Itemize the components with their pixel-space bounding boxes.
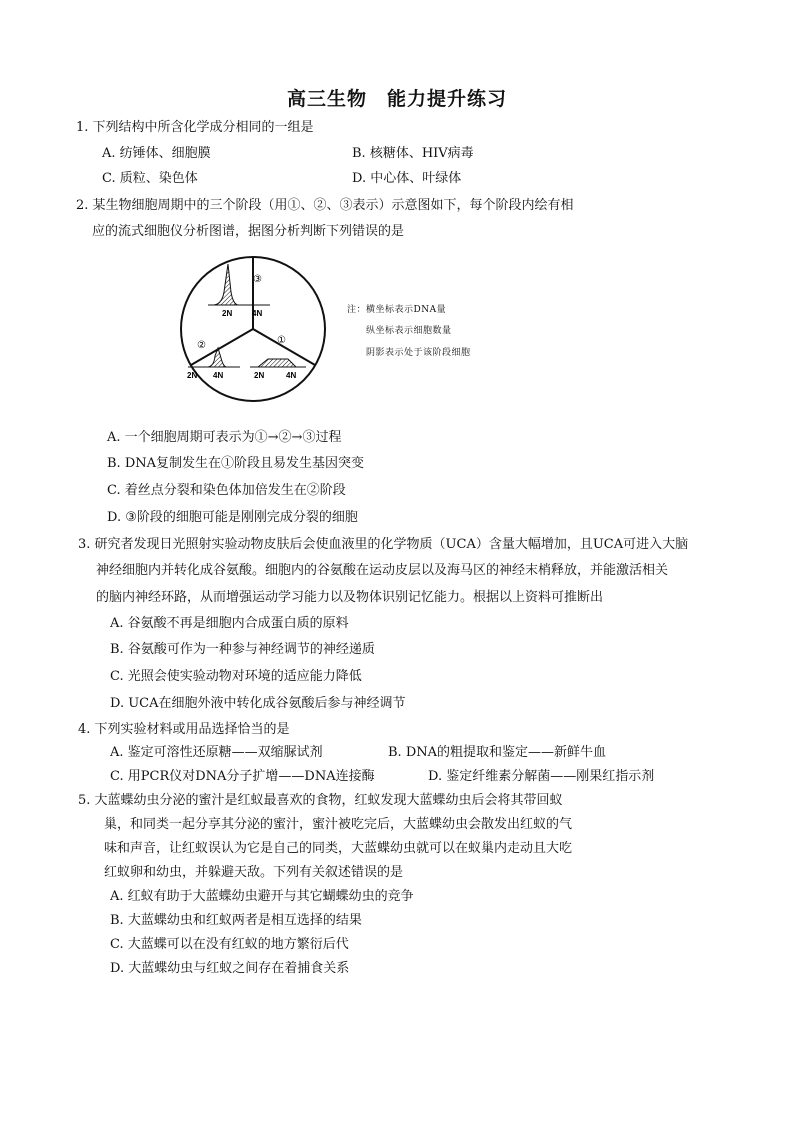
page-title: 高三生物 能力提升练习 (286, 88, 507, 110)
q5-stem-line-3: 味和声音，让红蚁误认为它是自己的同类，大蓝蝶幼虫就可以在蚁巢内走动且大吃 (104, 841, 573, 856)
q2-option-c: C. 着丝点分裂和染色体加倍发生在②阶段 (107, 483, 346, 498)
q4-option-b: B. DNA的粗提取和鉴定——新鲜牛血 (388, 745, 607, 760)
q2-option-a: A. 一个细胞周期可表示为①→②→③过程 (107, 430, 342, 445)
q3-stem-line-2: 神经细胞内并转化成谷氨酸。细胞内的谷氨酸在运动皮层以及海马区的神经末梢释放，并能激活相关 (96, 563, 669, 578)
diagram-note-3: 阴影表示处于该阶段细胞 (366, 348, 471, 358)
diagram-note-2: 纵坐标表示细胞数量 (366, 326, 452, 336)
stage3-axis-4n: 4N (252, 309, 263, 318)
q5-option-a: A. 红蚁有助于大蓝蝶幼虫避开与其它蝴蝶幼虫的竞争 (110, 889, 414, 904)
stage2-axis-2n: 2N (187, 371, 198, 380)
cell-cycle-diagram (178, 250, 328, 408)
q5-option-b: B. 大蓝蝶幼虫和红蚁两者是相互选择的结果 (110, 913, 362, 928)
q3-option-b: B. 谷氨酸可作为一种参与神经调节的神经递质 (110, 642, 375, 657)
q5-option-c: C. 大蓝蝶可以在没有红蚁的地方繁衍后代 (110, 937, 349, 952)
q3-option-c: C. 光照会使实验动物对环境的适应能力降低 (110, 669, 362, 684)
q4-stem: 4. 下列实验材料或用品选择恰当的是 (78, 722, 290, 737)
q1-stem: 1. 下列结构中所含化学成分相同的一组是 (76, 120, 314, 135)
q3-option-a: A. 谷氨酸不再是细胞内合成蛋白质的原料 (110, 616, 349, 631)
q5-stem-line-2: 巢，和同类一起分享其分泌的蜜汁，蜜汁被吃完后，大蓝蝶幼虫会散发出红蚁的气 (104, 817, 573, 832)
stage1-axis-4n: 4N (286, 371, 297, 380)
q1-option-a: A. 纺锤体、细胞膜 (102, 146, 211, 161)
q3-stem-line-3: 的脑内神经环路，从而增强运动学习能力以及物体识别记忆能力。根据以上资料可推断出 (96, 590, 604, 605)
q3-stem-line-1: 3. 研究者发现日光照射实验动物皮肤后会使血液里的化学物质（UCA）含量大幅增加，且UCA可进入大脑 (78, 537, 689, 552)
stage3-label: ③ (253, 274, 262, 285)
diagram-note-1: 注：横坐标表示DNA量 (347, 305, 447, 315)
q3-option-d: D. UCA在细胞外液中转化成谷氨酸后参与神经调节 (110, 696, 406, 711)
stage1-label: ① (277, 335, 286, 346)
stage2-peak (208, 348, 226, 367)
q4-option-d: D. 鉴定纤维素分解菌——刚果红指示剂 (428, 769, 655, 784)
q2-option-d: D. ③阶段的细胞可能是刚刚完成分裂的细胞 (107, 510, 358, 525)
q2-stem-line-1: 2. 某生物细胞周期中的三个阶段（用①、②、③表示）示意图如下，每个阶段内绘有相 (76, 198, 574, 213)
q5-stem-line-4: 红蚁卵和幼虫，并躲避天敌。下列有关叙述错误的是 (104, 865, 404, 880)
q5-stem-line-1: 5. 大蓝蝶幼虫分泌的蜜汁是红蚁最喜欢的食物，红蚁发现大蓝蝶幼虫后会将其带回蚁 (78, 793, 563, 808)
q1-option-b: B. 核糖体、HIV病毒 (352, 146, 474, 161)
stage3-axis-2n: 2N (222, 309, 233, 318)
q1-option-d: D. 中心体、叶绿体 (352, 171, 462, 186)
stage2-axis-4n: 4N (213, 371, 224, 380)
q5-option-d: D. 大蓝蝶幼虫与红蚁之间存在着捕食关系 (110, 961, 350, 976)
stage1-plateau (258, 359, 296, 367)
stage2-label: ② (197, 340, 206, 351)
q4-option-a: A. 鉴定可溶性还原糖——双缩脲试剂 (110, 745, 323, 760)
stage3-peak (214, 264, 238, 305)
q2-stem-line-2: 应的流式细胞仪分析图谱，据图分析判断下列错误的是 (92, 224, 405, 239)
q2-option-b: B. DNA复制发生在①阶段且易发生基因突变 (107, 456, 365, 471)
q4-option-c: C. 用PCR仪对DNA分子扩增——DNA连接酶 (110, 769, 375, 784)
stage1-axis-2n: 2N (254, 371, 265, 380)
q1-option-c: C. 质粒、染色体 (102, 171, 198, 186)
